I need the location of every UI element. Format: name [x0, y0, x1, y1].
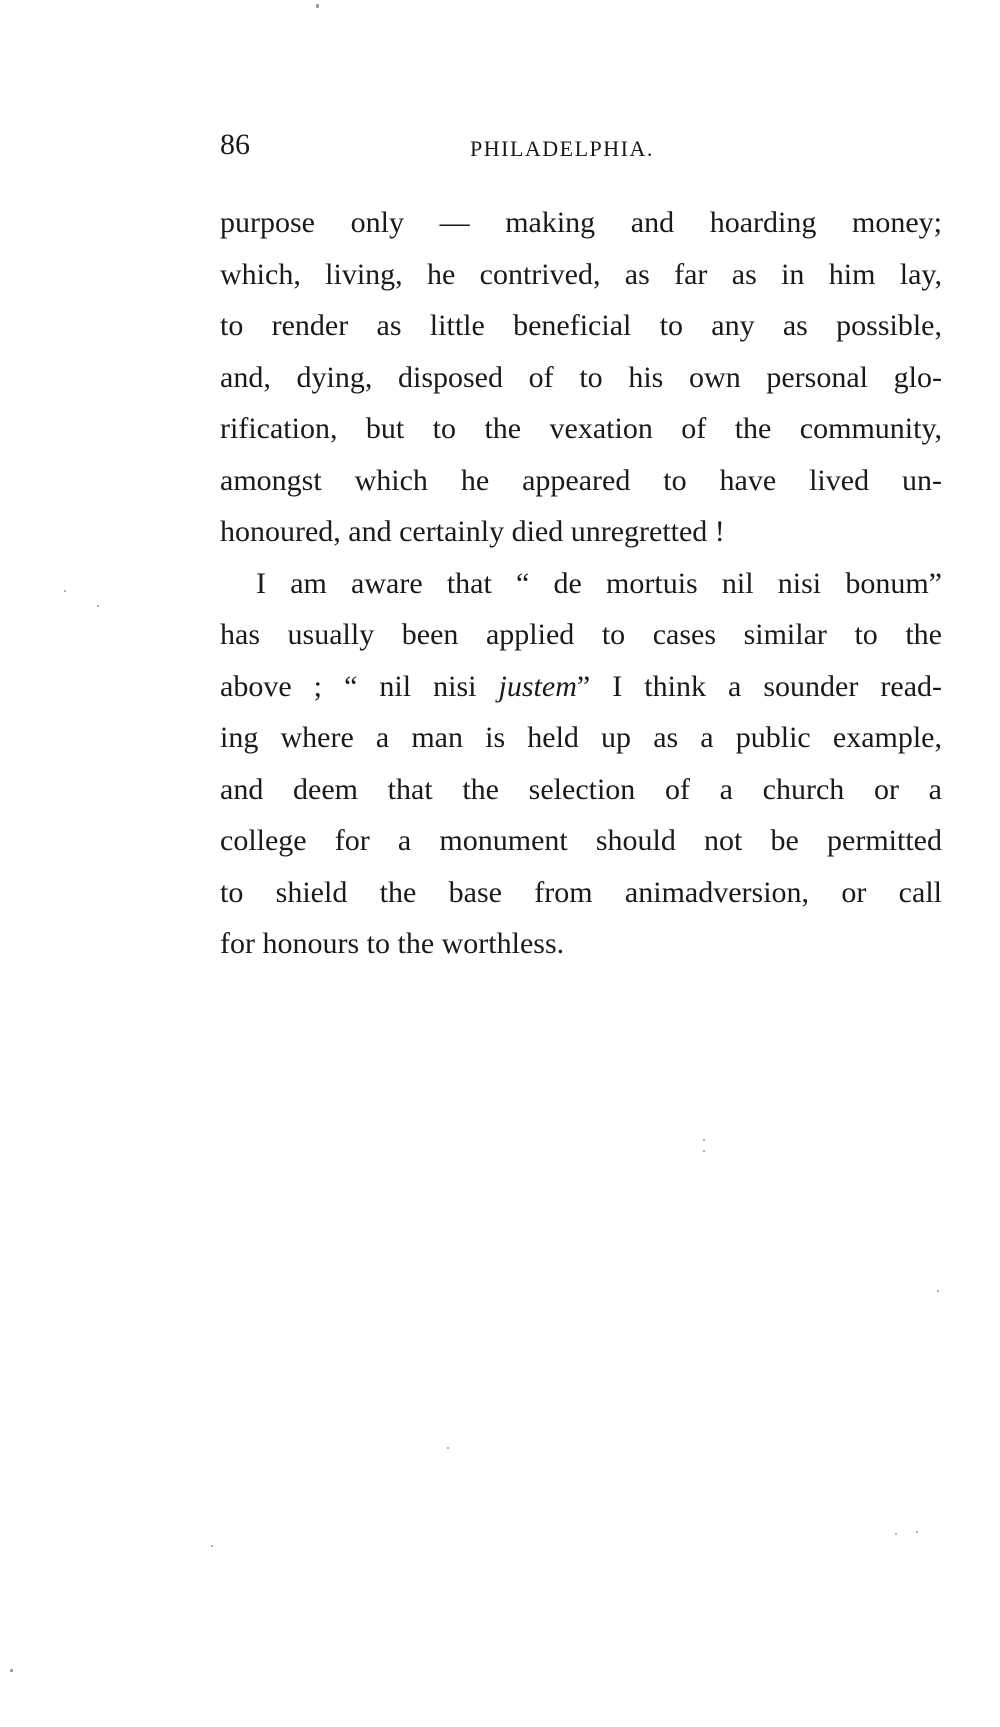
paragraph-2	[220, 558, 942, 970]
scan-speck	[703, 1139, 705, 1141]
scan-speck	[703, 1150, 705, 1152]
text-segment: above ; “ nil nisi	[220, 669, 499, 703]
scan-speck	[916, 1531, 918, 1533]
paragraph-1	[220, 197, 942, 558]
text-line: amongst which he appeared to have lived un-	[220, 463, 942, 497]
text-line: honoured, and certainly died unregretted !	[220, 515, 725, 548]
text-line: I am aware that “ de mortuis nil nisi bonum”	[256, 566, 942, 600]
scan-speck	[64, 590, 66, 592]
text-line: purpose only — making and hoarding money;	[220, 206, 942, 239]
text-line: to render as little beneficial to any as possible,	[220, 309, 942, 342]
text-line: for honours to the worthless.	[220, 927, 565, 960]
scan-speck	[97, 605, 99, 607]
scan-speck	[316, 4, 319, 8]
text-line: has usually been applied to cases similar to the	[220, 618, 942, 651]
scan-speck	[937, 1290, 939, 1292]
text-line: and deem that the selection of a church or a	[220, 772, 942, 806]
scan-speck	[895, 1533, 897, 1535]
scan-speck	[447, 1447, 449, 1449]
italic-word: justem	[498, 669, 577, 703]
text-line: to shield the base from animadversion, or call	[220, 875, 942, 909]
page-header	[220, 125, 950, 165]
text-line: ing where a man is held up as a public example,	[220, 721, 942, 754]
scan-speck	[211, 1545, 213, 1547]
text-line: and, dying, disposed of to his own personal glo-	[220, 360, 942, 394]
text-line-with-italic	[220, 661, 942, 713]
body-text	[220, 197, 942, 970]
text-line: college for a monument should not be permitted	[220, 824, 942, 857]
running-title: PHILADELPHIA.	[470, 136, 654, 161]
text-segment: ” I think a sounder read-	[576, 669, 943, 703]
page-number: 86	[220, 128, 250, 161]
scan-speck	[10, 1669, 13, 1672]
text-line: rification, but to the vexation of the community,	[220, 412, 942, 445]
text-line: which, living, he contrived, as far as in him lay,	[220, 257, 942, 291]
